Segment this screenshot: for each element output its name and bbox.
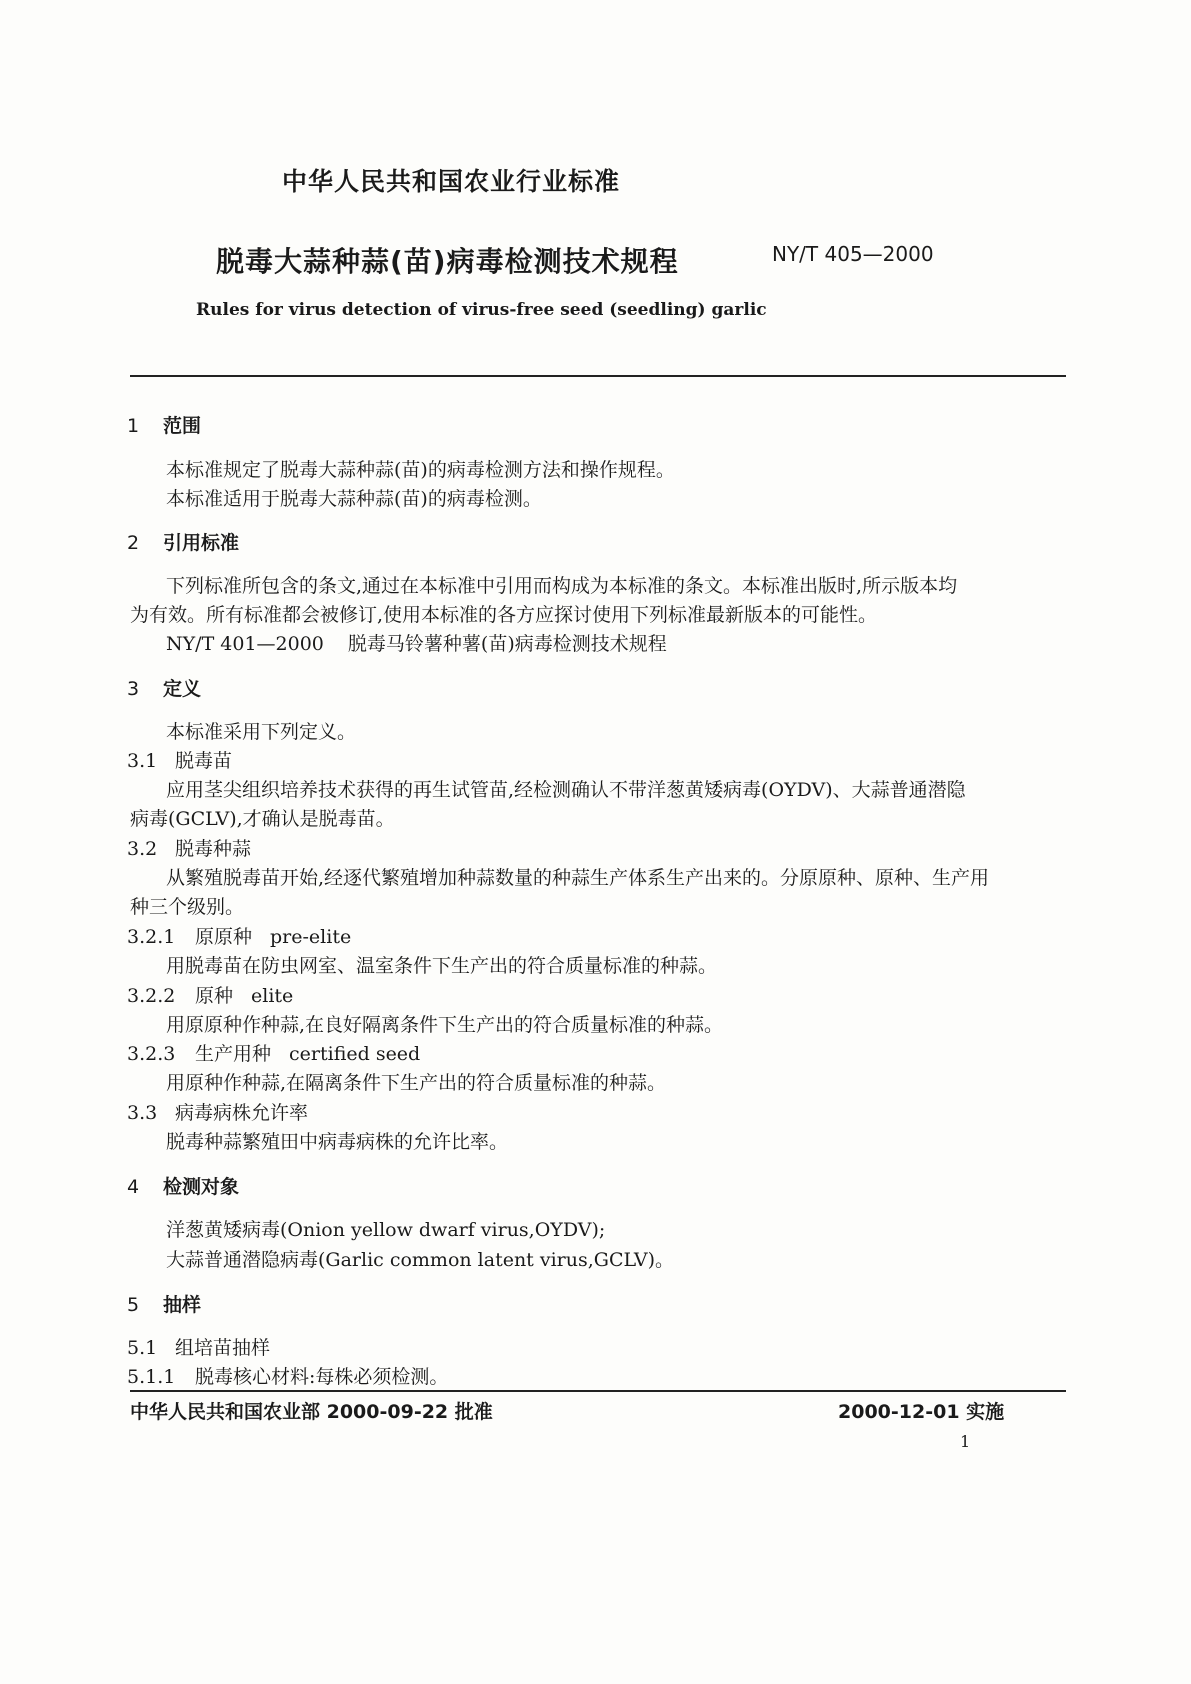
page-number: 1 — [960, 1432, 971, 1451]
section-number: 3 — [127, 678, 140, 700]
clause-number: 3.1 — [127, 750, 158, 772]
term: 脱毒种蒜 — [175, 838, 252, 860]
paragraph: 本标准适用于脱毒大蒜种蒜(苗)的病毒检测。 — [166, 488, 542, 510]
paragraph: 种三个级别。 — [130, 896, 245, 918]
definition-3-3-heading — [127, 1098, 308, 1125]
org-title: 中华人民共和国农业行业标准 — [282, 167, 621, 196]
section-number: 4 — [127, 1176, 140, 1198]
reference-code: NY/T 401—2000 — [166, 633, 324, 655]
paragraph: 用原种作种蒜,在隔离条件下生产出的符合质量标准的种蒜。 — [166, 1072, 667, 1094]
definition-3-1-heading — [127, 746, 232, 773]
clause-number: 3.2.3 — [127, 1043, 176, 1065]
paragraph: 应用茎尖组织培养技术获得的再生试管苗,经检测确认不带洋葱黄矮病毒(OYDV)、大蒜普通潜隐 — [166, 779, 966, 801]
definition-3-2-3-heading — [127, 1039, 420, 1066]
term: 生产用种 — [195, 1043, 272, 1065]
term: 病毒病株允许率 — [175, 1102, 309, 1124]
footer-rule — [130, 1390, 1066, 1392]
section-title: 定义 — [163, 678, 202, 700]
term: 原种 — [195, 985, 234, 1007]
definition-3-2-2-heading — [127, 981, 293, 1008]
effective-date: 2000-12-01 实施 — [838, 1401, 1005, 1423]
section-1-heading — [127, 411, 201, 438]
section-2-heading — [127, 528, 239, 555]
definition-3-2-heading — [127, 834, 251, 861]
clause-number: 3.2.1 — [127, 926, 176, 948]
term-english: elite — [251, 985, 294, 1007]
paragraph: 脱毒种蒜繁殖田中病毒病株的允许比率。 — [166, 1131, 509, 1153]
section-4-heading — [127, 1172, 239, 1199]
paragraph: 用脱毒苗在防虫网室、温室条件下生产出的符合质量标准的种蒜。 — [166, 955, 718, 977]
section-title: 检测对象 — [163, 1176, 240, 1198]
clause-number: 3.3 — [127, 1102, 158, 1124]
clause-text: 脱毒核心材料:每株必须检测。 — [195, 1366, 449, 1388]
clause-number: 3.2 — [127, 838, 158, 860]
reference-title: 脱毒马铃薯种薯(苗)病毒检测技术规程 — [347, 633, 667, 655]
doc-title: 脱毒大蒜种蒜(苗)病毒检测技术规程 — [216, 245, 679, 278]
section-number: 2 — [127, 532, 140, 554]
section-number: 5 — [127, 1294, 140, 1316]
term-english: certified seed — [289, 1043, 421, 1065]
paragraph: 本标准规定了脱毒大蒜种蒜(苗)的病毒检测方法和操作规程。 — [166, 459, 675, 481]
section-3-heading — [127, 674, 201, 701]
definition-3-2-1-heading — [127, 922, 351, 949]
paragraph: 从繁殖脱毒苗开始,经逐代繁殖增加种蒜数量的种蒜生产体系生产出来的。分原原种、原种、生产用 — [166, 867, 990, 889]
normative-reference — [166, 629, 667, 656]
clause-number: 3.2.2 — [127, 985, 176, 1007]
clause-5-1-1 — [127, 1362, 448, 1389]
clause-5-1-heading — [127, 1333, 270, 1360]
term: 组培苗抽样 — [175, 1337, 271, 1359]
section-title: 引用标准 — [163, 532, 240, 554]
term: 脱毒苗 — [175, 750, 233, 772]
section-5-heading — [127, 1290, 201, 1317]
doc-code: NY/T 405—2000 — [772, 242, 934, 266]
paragraph: 用原原种作种蒜,在良好隔离条件下生产出的符合质量标准的种蒜。 — [166, 1014, 724, 1036]
paragraph: 下列标准所包含的条文,通过在本标准中引用而构成为本标准的条文。本标准出版时,所示版本均 — [166, 575, 958, 597]
paragraph: 大蒜普通潜隐病毒(Garlic common latent virus,GCLV)。 — [166, 1249, 674, 1271]
paragraph: 本标准采用下列定义。 — [166, 721, 357, 743]
section-number: 1 — [127, 415, 140, 437]
term-english: pre-elite — [270, 926, 352, 948]
paragraph: 洋葱黄矮病毒(Onion yellow dwarf virus,OYDV); — [166, 1219, 606, 1241]
clause-number: 5.1.1 — [127, 1366, 176, 1388]
clause-number: 5.1 — [127, 1337, 158, 1359]
approval-line: 中华人民共和国农业部 2000-09-22 批准 — [130, 1401, 493, 1423]
term: 原原种 — [195, 926, 253, 948]
paragraph: 病毒(GCLV),才确认是脱毒苗。 — [130, 808, 395, 830]
header-rule — [130, 375, 1066, 377]
section-title: 范围 — [163, 415, 202, 437]
section-title: 抽样 — [163, 1294, 202, 1316]
paragraph: 为有效。所有标准都会被修订,使用本标准的各方应探讨使用下列标准最新版本的可能性。 — [130, 604, 878, 626]
english-title: Rules for virus detection of virus-free seed (seedling) garlic — [196, 300, 767, 320]
